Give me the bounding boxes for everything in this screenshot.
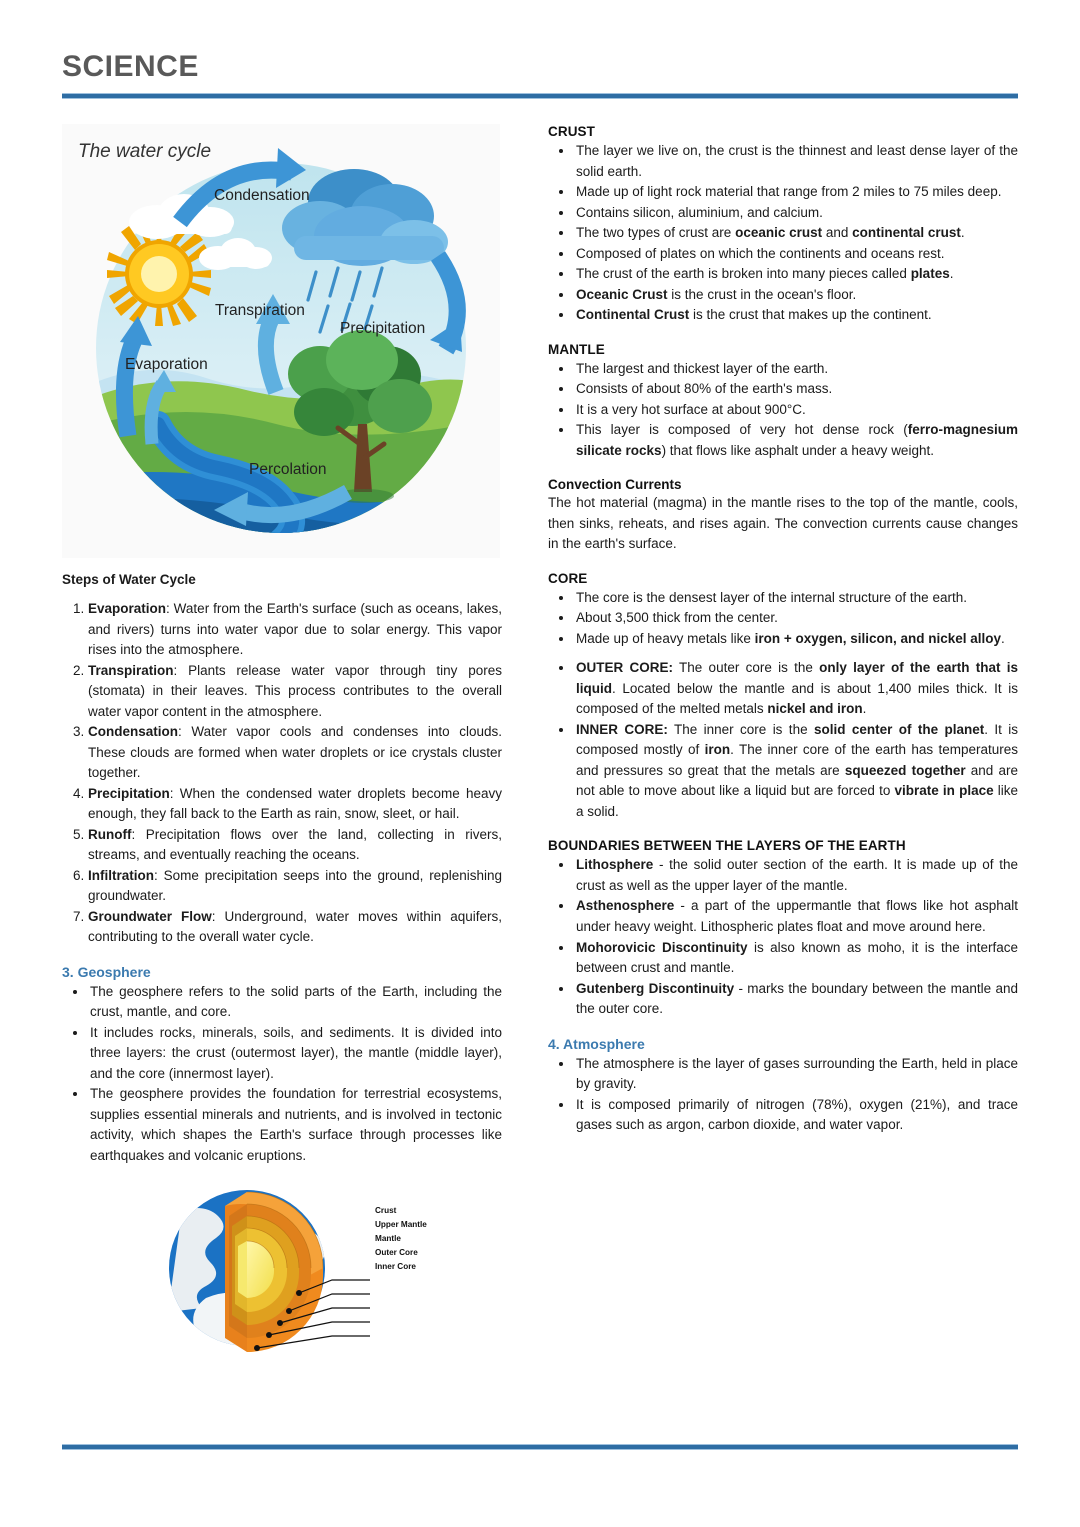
core-subtype-bullet: • OUTER CORE: The outer core is the only layer of the earth that is liquid. Located below the mantle and is about 1,400 miles thick. It is composed of the melted metals nickel and iron. xyxy=(574,658,1018,720)
crust-bullet: • The layer we live on, the crust is the thinnest and least dense layer of the solid earth. xyxy=(574,141,1018,182)
earth-label-mantle: Mantle xyxy=(375,1234,401,1244)
steps-of-water-cycle-list xyxy=(62,599,502,948)
atmosphere-bullet-list xyxy=(548,1054,1018,1136)
water-cycle-step: 1. Evaporation: Water from the Earth's surface (such as oceans, lakes, and rivers) turns into water vapor due to solar energy. This vapor rises into the atmosphere. xyxy=(88,599,502,661)
label-precipitation: Precipitation xyxy=(340,320,426,337)
geosphere-bullet: • It includes rocks, minerals, soils, and sediments. It is divided into three layers: the crust (outermost layer), the mantle (middle layer), and the core (innermost layer). xyxy=(88,1023,502,1085)
core-bullet-list xyxy=(548,588,1018,650)
water-cycle-figure xyxy=(62,124,500,558)
convection-currents-text: The hot material (magma) in the mantle rises to the top of the mantle, cools, then sinks, reheats, and rises again. The convection currents cause changes in the earth's surface. xyxy=(548,495,1018,552)
label-evaporation: Evaporation xyxy=(125,356,208,373)
boundaries-heading: BOUNDARIES BETWEEN THE LAYERS OF THE EARTH xyxy=(548,838,906,854)
header-divider xyxy=(62,93,1018,99)
water-cycle-step: 3. Condensation: Water vapor cools and condenses into clouds. These clouds are formed when water droplets or ice crystals cluster together. xyxy=(88,722,502,784)
two-column-body xyxy=(62,124,1018,1355)
water-cycle-step: 2. Transpiration: Plants release water vapor through tiny pores (stomata) in their leaves. This process contributes to the overall water vapor content in the atmosphere. xyxy=(88,661,502,723)
water-cycle-step: 5. Runoff: Precipitation flows over the land, collecting in rivers, streams, and eventually reaching the oceans. xyxy=(88,825,502,866)
mantle-bullet: • It is a very hot surface at about 900°C. xyxy=(574,400,1018,421)
crust-bullet: • The crust of the earth is broken into many pieces called plates. xyxy=(574,264,1018,285)
geosphere-bullet: • The geosphere refers to the solid parts of the Earth, including the crust, mantle, and core. xyxy=(88,982,502,1023)
mantle-heading: MANTLE xyxy=(548,341,605,357)
crust-bullet: • Made up of light rock material that range from 2 miles to 75 miles deep. xyxy=(574,182,1018,203)
core-bullet: • About 3,500 thick from the center. xyxy=(574,608,1018,629)
crust-bullet: • Contains silicon, aluminium, and calcium. xyxy=(574,203,1018,224)
earth-label-outer-core: Outer Core xyxy=(375,1248,418,1258)
mantle-bullet: • This layer is composed of very hot dense rock (ferro-magnesium silicate rocks) that flows like asphalt under a heavy weight. xyxy=(574,420,1018,461)
water-cycle-step: 7. Groundwater Flow: Underground, water moves within aquifers, contributing to the overall water cycle. xyxy=(88,907,502,948)
mantle-bullet: • The largest and thickest layer of the earth. xyxy=(574,359,1018,380)
right-column xyxy=(548,124,1018,1355)
earth-label-inner-core: Inner Core xyxy=(375,1262,416,1272)
crust-heading: CRUST xyxy=(548,124,595,139)
page-title: SCIENCE xyxy=(62,50,199,83)
earth-layers-figure xyxy=(162,1180,492,1355)
left-column xyxy=(62,124,502,1355)
core-bullet: • The core is the densest layer of the internal structure of the earth. xyxy=(574,588,1018,609)
core-subtype-bullet: • INNER CORE: The inner core is the solid center of the planet. It is composed mostly of iron. The inner core of the earth has temperatures and pressures so great that the metals are squeezed together and are not able to move about like a liquid but are forced to vibrate in place like a solid. xyxy=(574,720,1018,823)
core-bullet: • Made up of heavy metals like iron + oxygen, silicon, and nickel alloy. xyxy=(574,629,1018,650)
label-transpiration: Transpiration xyxy=(215,302,305,319)
earth-cutaway-illustration xyxy=(162,1180,492,1355)
atmosphere-bullet: • It is composed primarily of nitrogen (78%), oxygen (21%), and trace gases such as argon, carbon dioxide, and water vapor. xyxy=(574,1095,1018,1136)
boundary-bullet: • Asthenosphere - a part of the uppermantle that flows like hot asphalt under heavy weight. Lithospheric plates float and move around here. xyxy=(574,896,1018,937)
crust-bullet: • Continental Crust is the crust that makes up the continent. xyxy=(574,305,1018,326)
atmosphere-bullet: • The atmosphere is the layer of gases surrounding the Earth, held in place by gravity. xyxy=(574,1054,1018,1095)
geosphere-heading: 3. Geosphere xyxy=(62,963,151,980)
convection-currents-heading: Convection Currents xyxy=(548,477,682,493)
earth-label-upper-mantle: Upper Mantle xyxy=(375,1220,427,1230)
water-cycle-step: 6. Infiltration: Some precipitation seeps into the ground, replenishing groundwater. xyxy=(88,866,502,907)
footer-divider xyxy=(62,1444,1018,1450)
crust-bullet: • Oceanic Crust is the crust in the ocean's floor. xyxy=(574,285,1018,306)
water-cycle-figure-title: The water cycle xyxy=(78,141,212,162)
crust-bullet: • Composed of plates on which the continents and oceans rest. xyxy=(574,244,1018,265)
boundary-bullet: • Mohorovicic Discontinuity is also known as moho, it is the interface between crust and mantle. xyxy=(574,938,1018,979)
crust-bullet-list xyxy=(548,141,1018,326)
core-heading: CORE xyxy=(548,570,588,586)
atmosphere-heading: 4. Atmosphere xyxy=(548,1035,645,1052)
steps-of-water-cycle-heading: Steps of Water Cycle xyxy=(62,572,196,587)
boundaries-bullet-list xyxy=(548,855,1018,1019)
label-condensation: Condensation xyxy=(214,187,310,204)
boundary-bullet: • Lithosphere - the solid outer section of the earth. It is made up of the crust as well as the upper layer of the mantle. xyxy=(574,855,1018,896)
mantle-bullet: • Consists of about 80% of the earth's mass. xyxy=(574,379,1018,400)
crust-bullet: • The two types of crust are oceanic crust and continental crust. xyxy=(574,223,1018,244)
boundary-bullet: • Gutenberg Discontinuity - marks the boundary between the mantle and the outer core. xyxy=(574,979,1018,1020)
water-cycle-step: 4. Precipitation: When the condensed water droplets become heavy enough, they fall back to the Earth as rain, snow, sleet, or hail. xyxy=(88,784,502,825)
geosphere-bullet: • The geosphere provides the foundation for terrestrial ecosystems, supplies essential minerals and nutrients, and is involved in tectonic activity, which shapes the Earth's surface through processes like earthquakes and volcanic eruptions. xyxy=(88,1084,502,1166)
geosphere-bullet-list xyxy=(62,982,502,1167)
earth-label-crust: Crust xyxy=(375,1206,397,1216)
core-subtypes-bullet-list xyxy=(548,658,1018,822)
label-percolation: Percolation xyxy=(249,461,327,478)
mantle-bullet-list xyxy=(548,359,1018,462)
